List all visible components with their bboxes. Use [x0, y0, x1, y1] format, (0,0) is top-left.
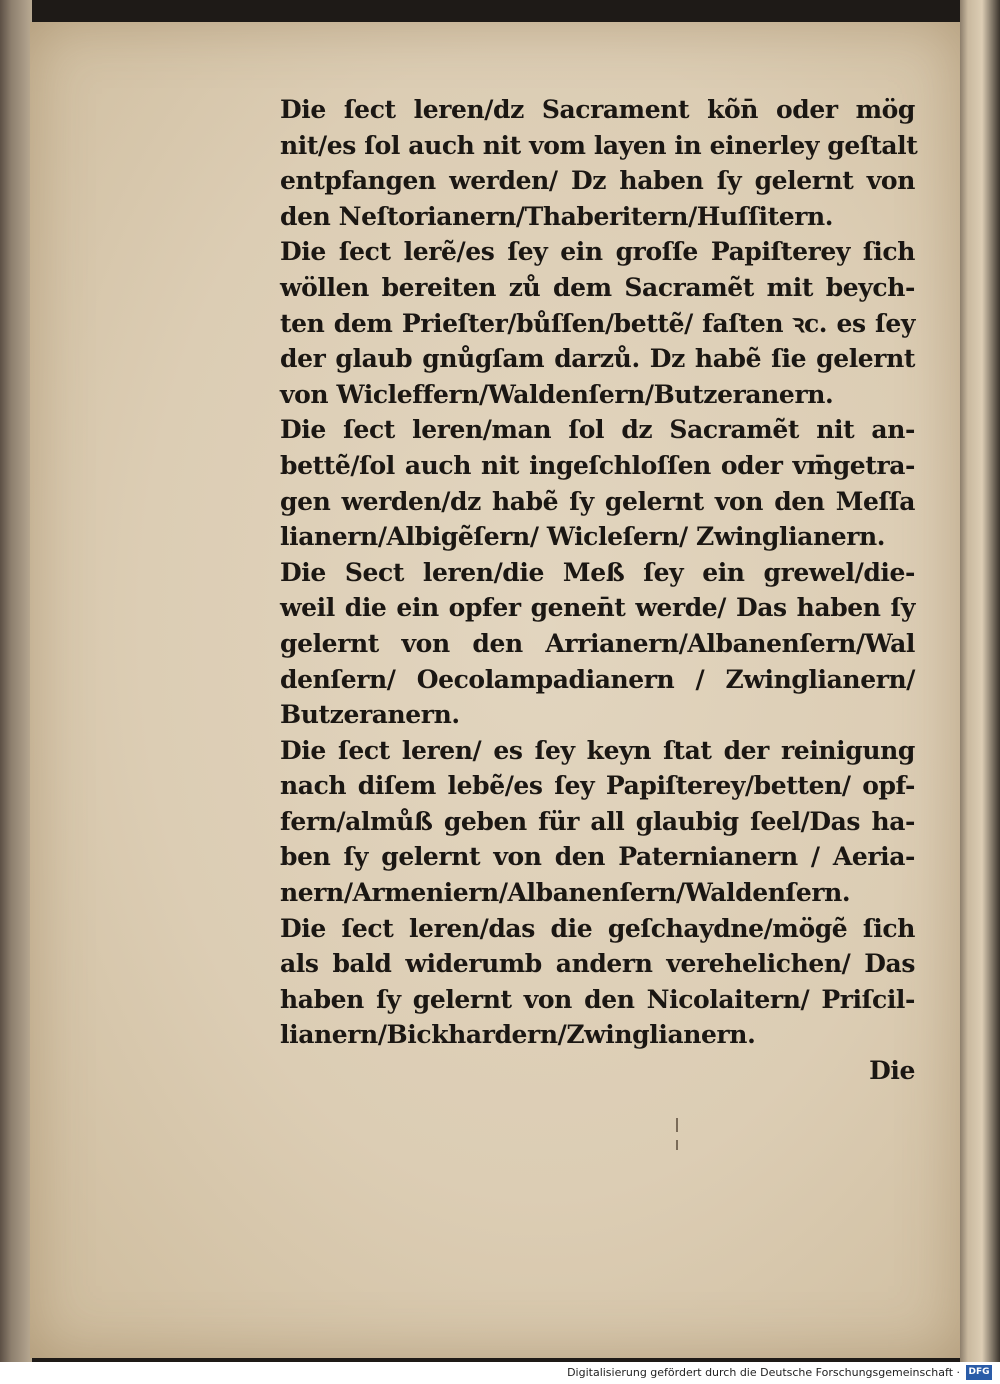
- text-line: ben ſy gelernt von den Paternianern / Aeria-: [280, 842, 915, 872]
- text-line: von Wicleffern/Waldenſern/Butzeranern.: [280, 379, 834, 409]
- text-line: Butzeranern.: [280, 700, 460, 730]
- body-text: [280, 92, 918, 1089]
- text-line: entpfangen werden/ Dz haben ſy gelernt von: [280, 166, 915, 196]
- text-line: nach diſem lebẽ/es ſey Papiſterey/betten/ opf-: [280, 771, 915, 801]
- text-line: lianern/Bickhardern/Zwinglianern.: [280, 1020, 756, 1050]
- text-line: fern/almůß geben für all glaubig ſeel/Das ha-: [280, 806, 915, 836]
- text-line: Die ſect leren/man ſol dz Sacramẽt nit an-: [280, 415, 915, 445]
- text-line: nit/es ſol auch nit vom layen in einerley geſtalt: [280, 130, 918, 160]
- text-line: Die ſect lerẽ/es ſey ein groſſe Papiſterey ſich: [280, 237, 915, 267]
- text-line: denſern/ Oecolampadianern / Zwinglianern/: [280, 664, 915, 694]
- page-mark: [676, 1140, 678, 1150]
- text-line: Die Sect leren/die Meß ſey ein grewel/die-: [280, 557, 915, 587]
- text-line: lianern/Albigẽſern/ Wicleſern/ Zwinglianern.: [280, 522, 886, 552]
- text-line: haben ſy gelernt von den Nicolaitern/ Priſcil-: [280, 984, 915, 1014]
- page-mark: [676, 1118, 678, 1132]
- funding-notice: Digitalisierung gefördert durch die Deutsche Forschungsgemeinschaft ·: [567, 1366, 960, 1379]
- text-line: der glaub gnůgſam darzů. Dz habẽ ſie gelernt: [280, 344, 915, 374]
- text-line: bettẽ/ſol auch nit ingeſchloſſen oder vm̄getra-: [280, 450, 915, 480]
- text-line: Die ſect leren/das die geſchaydne/mögẽ ſich: [280, 913, 915, 943]
- previous-leaf-edge: [0, 0, 32, 1362]
- text-line: als bald widerumb andern verehelichen/ Das: [280, 949, 915, 979]
- text-line: Die ſect leren/dz Sacrament kõn̄ oder mög: [280, 95, 915, 124]
- text-line: den Neſtorianern/Thaberitern/Huſſitern.: [280, 201, 834, 231]
- text-line: wöllen bereiten zů dem Sacramẽt mit beych-: [280, 272, 915, 302]
- catchword: Die: [869, 1056, 915, 1086]
- text-line: Die ſect leren/ es ſey keyn ſtat der reinigung: [280, 735, 915, 765]
- binding-edge: [960, 0, 1000, 1362]
- text-line: nern/Armeniern/Albanenſern/Waldenſern.: [280, 878, 851, 908]
- text-line: weil die ein opfer genen̄t werde/ Das haben ſy: [280, 593, 915, 623]
- footer-bar: [0, 1362, 1000, 1384]
- text-line: gen werden/dz habẽ ſy gelernt von den Meſſa: [280, 486, 915, 516]
- text-line: ten dem Prieſter/bůſſen/bettẽ/ faſten ꝛc. es ſey: [280, 308, 915, 338]
- dfg-logo: DFG: [966, 1365, 992, 1380]
- text-line: gelernt von den Arrianern/Albanenſern/Wal: [280, 628, 915, 658]
